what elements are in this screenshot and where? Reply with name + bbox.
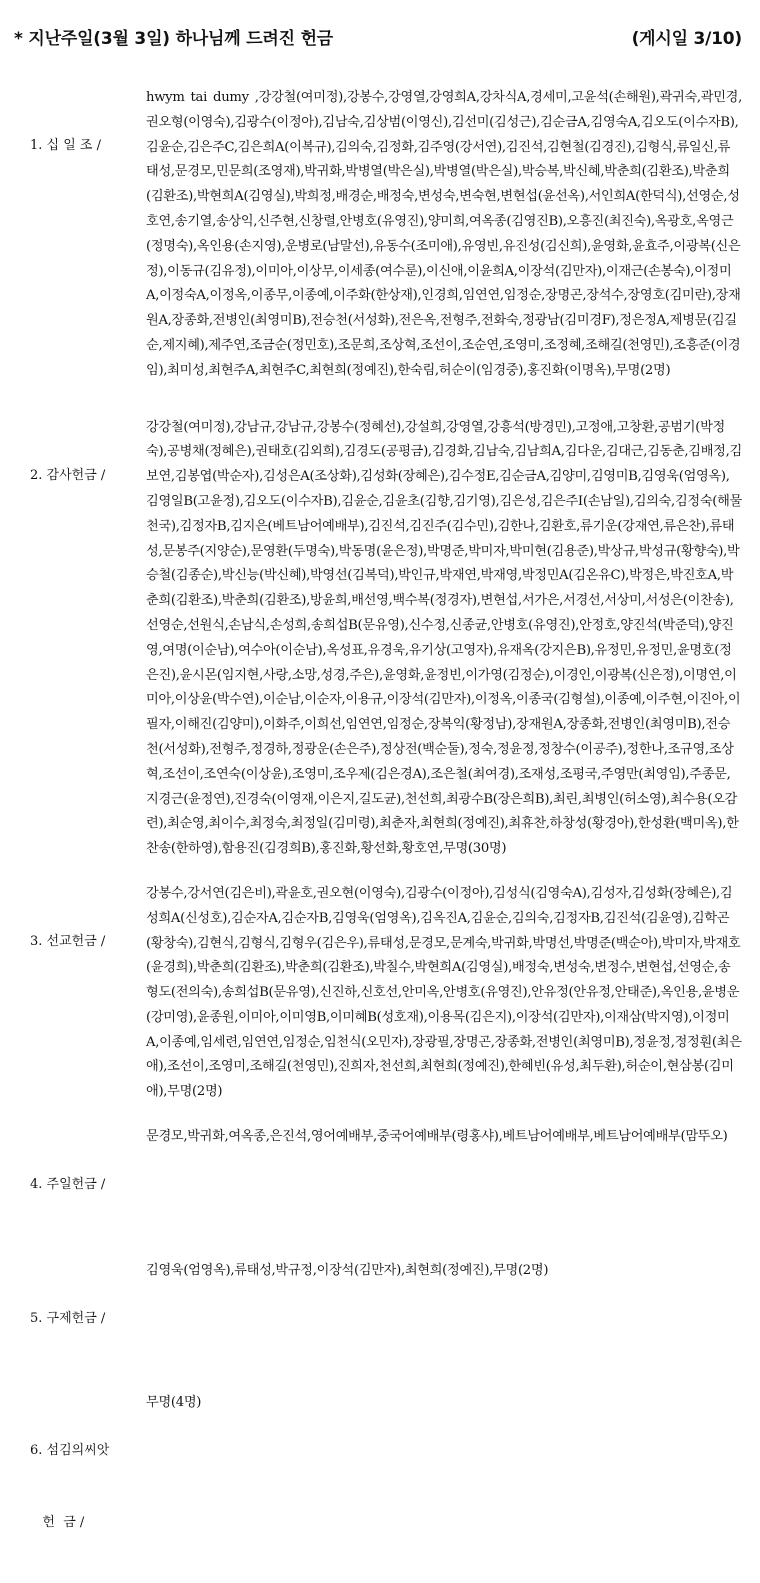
offering-section-sunday	[30, 1125, 742, 1245]
section-label-line2: 헌 금 /	[30, 1515, 85, 1531]
section-label-line1: 2. 감사헌금 /	[30, 467, 106, 483]
section-donor-list: 문경모,박귀화,여옥종,은진석,영어예배부,중국어예배부(령홍샤),베트남어예배부,베트남어예배부(맘뚜오)	[146, 1129, 728, 1145]
offering-section-service-seed	[30, 1391, 742, 1583]
section-donor-list: 무명(4명)	[146, 1395, 202, 1411]
bulletin-header	[14, 20, 742, 50]
offering-section-relief	[30, 1259, 742, 1379]
section-label	[30, 416, 146, 536]
section-label	[30, 86, 146, 206]
offering-section-mission	[30, 882, 742, 1105]
offering-section-thanksgiving	[30, 416, 742, 862]
section-donor-list: 강봉수,강서연(김은비),곽윤호,권오현(이영숙),김광수(이정아),김성식(김영숙A),김성자,김성화(장혜은),김성희A(신성호),김순자A,김순자B,김영욱(엄영옥),김옥진A,김윤순,김의숙,김정자B,김진석(김윤영),김학곤(황창숙),김현식,김형식,김형우(김은우),류태성,문경모,문계숙,박귀화,박명선,박명준(백순아),박미자,박재호(윤경희),박춘희(김환조),박춘희(김환조),박칠수,박현희A(김영실),배정숙,변성숙,변정수,변현섭,선영순,송형도(전의숙),송희섭B(문유영),신진하,신호선,안미옥,안병호(유영진),안유정(안유정,안태준),옥인용,윤병운(강미영),윤종원,이미아,이미영B,이미혜B(성호재),이용목(김은지),이장석(김만자),이재삼(박지영),이정미A,이종예,임세련,임연연,임정순,임천식(오민자),장광필,장명곤,장종화,전병인(최영미B),정윤정,정정훤(최은애),조선이,조영미,조해길(천영민),진희자,천선희,최현희(정예진),한혜빈(유성,최두환),허순이,현삼봉(김미애),무명(2명)	[146, 885, 742, 1100]
section-donor-list: hwym tai dumy ,강강철(여미정),강봉수,강영열,강영희A,강차식A,경세미,고윤석(손해원),곽귀숙,곽민경,권오형(이영숙),김광수(이정아),김남숙,김상범(이영신),김선미(김성근),김순금A,김영숙A,김오도(이수자B),김윤순,김은주C,김은희A(이복규),김의숙,김정화,김주영(강서연),김진석,김현철(김경진),김형식,류일신,류태성,문경모,민문희(조영재),박귀화,박병열(박은실),박병열(박은실),박승복,박신혜,박춘희(김환조),박춘희(김환조),박현희A(김영실),박희정,배경순,배정숙,변성숙,변숙현,변현섭(윤선옥),서인희A(한덕식),선영순,성호연,송기열,송상익,신주현,신창렬,안병호(유영진),양미희,여옥종(김영진B),오흥진(최진숙),옥광호,옥영근(정명숙),옥인용(손지영),운병로(남말선),유동수(조미애),유영빈,유진성(김신희),윤영화,윤효주,이광복(신은정),이동규(김유정),이미아,이상무,이세종(여수룬),이신애,이윤희A,이장석(김만자),이재근(손봉숙),이정미A,이정숙A,이정옥,이종무,이종예,이주화(한상재),인경희,임연연,임정순,장명곤,장석수,장영호(김미란),장재원A,장종화,전병인(최영미B),전승천(서성화),전은옥,전형주,전화숙,정광남(김미경F),정은정A,제병문(김길순,제지혜),제주연,조금순(정민호),조문희,조상혁,조선이,조순연,조영미,조정혜,조해길(천영민),조흥준(이경임),최미성,최현주A,최현주C,최현희(정예진),한숙림,허순이(임경중),홍진화(이명옥),무명(2명)	[146, 90, 742, 378]
section-donor-list: 김영욱(엄영옥),류태성,박규정,이장석(김만자),최현희(정예진),무명(2명)	[146, 1263, 549, 1279]
section-label-line1: 3. 선교헌금 /	[30, 933, 106, 949]
section-label	[30, 882, 146, 1002]
page-title: * 지난주일(3월 3일) 하나님께 드려진 헌금	[14, 29, 334, 49]
section-label-line1: 1. 십 일 조 /	[30, 138, 101, 153]
section-label	[30, 1391, 146, 1583]
section-label	[30, 1125, 146, 1245]
section-label	[30, 1259, 146, 1379]
section-label-line1: 5. 구제헌금 /	[30, 1311, 106, 1327]
section-label-line1: 4. 주일헌금 /	[30, 1177, 106, 1193]
offering-list	[30, 86, 742, 1583]
section-donor-list: 강강철(여미정),강남규,강남규,강봉수(정혜선),강설희,강영열,강흥석(방경민),고정애,고창환,공범기(박정숙),공병채(정혜은),권태호(김외희),김경도(공평금),김경화,김남숙,김남희A,김다운,김대근,김동춘,김배정,김보연,김봉엽(박순자),김성은A(조상화),김성화(장혜은),김수정E,김순금A,김양미,김영미B,김영욱(엄영옥),김영일B(고윤정),김오도(이수자B),김윤순,김윤초(김향,김기영),김은성,김은주I(손남일),김의숙,김정숙(해물천국),김정자B,김지은(베트남어예배부),김진석,김진주(김수민),김한나,김환호,류기운(강재연,류은찬),류태성,문봉주(지양순),문영환(두명숙),박동명(윤은정),박명준,박미자,박미현(김용준),박상규,박성규(황향숙),박승철(김종순),박신능(박신혜),박영선(김복덕),박인규,박재연,박재영,박정민A(김온유C),박정은,박진호A,박춘희(김환조),박춘희(김환조),방윤희,배선영,백수복(정경자),변현섭,서가은,서경선,서상미,서성은(이찬송),선영순,선원식,손남식,손성희,송희섭B(문유영),신수정,신종균,안병호(유영진),안정호,양진석(박준덕),양진영,여명(이순남),여수아(이순남),옥성표,유경욱,유기상(고영자),유재옥(강지은B),유정민,유정민,윤명호(정은진),윤시몬(임지현,사랑,소망,성경,주은),윤영화,윤정빈,이가영(김정순),이경인,이광복(신은정),이명연,이미아,이상윤(박수연),이순남,이순자,이용규,이장석(김만자),이정옥,이종국(김형설),이종예,이주현,이진아,이필자,이해진(김양미),이화주,이희선,임연연,임정순,장복익(황정남),장재원A,장종화,전병인(최영미B),전승천(서성화),전형주,정경하,정광운(손은주),정상전(백순둘),정숙,정윤정,정창수(이공주),정한나,조규영,조상혁,조선이,조연숙(이상윤),조영미,조우제(김은경A),조은철(최여경),조재성,조평국,주영만(최영임),주종문,지경근(윤정연),진경숙(이영재,이은지,길도균),천선희,최광수B(장은희B),최린,최병인(허소영),최수용(오감련),최순영,최이수,최정숙,최정일(김미령),최춘자,최현희(정예진),최휴찬,하창성(황경아),한성환(백미옥),한찬송(한하영),함용진(김경희B),홍진화,황선화,황호연,무명(30명)	[146, 419, 742, 857]
section-label-line1: 6. 섬김의씨앗	[30, 1443, 110, 1459]
offering-section-tithe	[30, 86, 742, 384]
posted-date: (게시일 3/10)	[631, 29, 742, 49]
